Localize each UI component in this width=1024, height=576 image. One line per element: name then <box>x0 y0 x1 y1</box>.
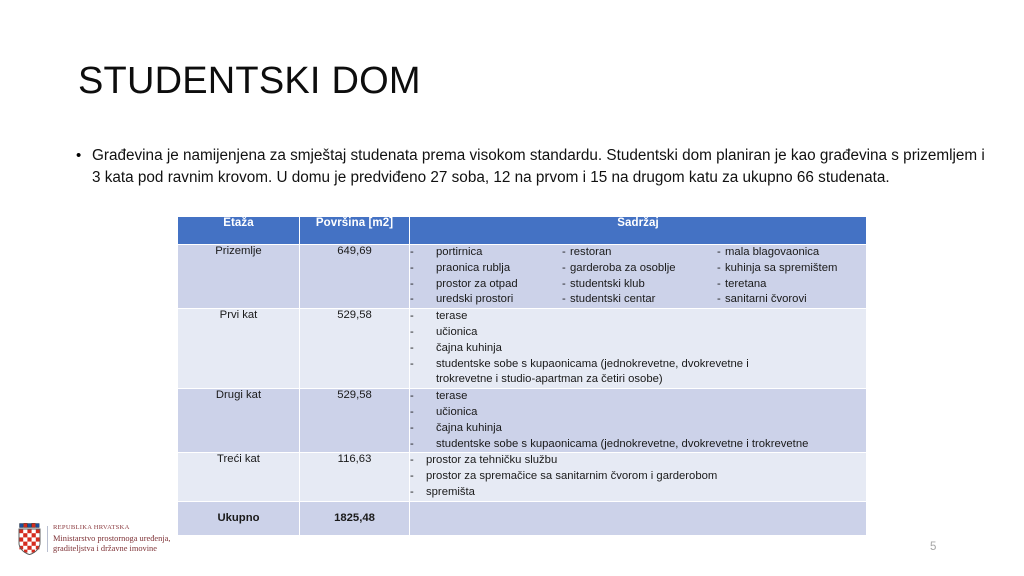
dash-marker: - <box>410 277 414 290</box>
content-item <box>717 245 857 261</box>
content-column-2 <box>562 245 717 308</box>
cell-sadrzaj <box>410 389 867 453</box>
content-item <box>562 245 717 261</box>
column-header-povrsina: Površina [m2] <box>300 217 410 245</box>
content-item <box>562 292 717 308</box>
dash-marker: - <box>410 470 414 483</box>
cell-etaza-total: Ukupno <box>178 501 300 535</box>
content-item-label: terase <box>436 310 468 323</box>
content-item-label: studentski klub <box>570 277 645 290</box>
content-item-label: praonica rublja <box>436 261 511 274</box>
content-item-label: učionica <box>436 325 478 338</box>
dash-marker: - <box>562 261 566 274</box>
content-item-label: garderoba za osoblje <box>570 261 676 274</box>
cell-sadrzaj-total <box>410 501 867 535</box>
table-row-total <box>178 501 867 535</box>
table-header <box>178 217 867 245</box>
content-item-label: restoran <box>570 246 612 258</box>
content-item <box>410 437 866 453</box>
content-item-label: prostor za spremačice sa sanitarnim čvorom i garderobom <box>426 470 718 483</box>
content-item <box>410 421 866 437</box>
ministry-name <box>53 523 170 555</box>
cell-etaza: Prvi kat <box>178 309 300 389</box>
dash-marker: - <box>562 277 566 290</box>
floor-program-table-container <box>177 216 863 536</box>
ministry-line-2: Ministarstvo prostornoga uređenja, <box>53 533 171 543</box>
dash-marker: - <box>717 246 721 258</box>
content-column-3 <box>717 245 857 308</box>
logo-divider <box>47 526 48 552</box>
content-item <box>410 389 866 405</box>
content-item <box>410 277 562 293</box>
table-row <box>178 309 867 389</box>
dash-marker: - <box>410 325 414 338</box>
dash-marker: - <box>410 261 414 274</box>
content-item-label: prostor za tehničku službu <box>426 454 558 467</box>
page-number: 5 <box>930 541 937 553</box>
cell-etaza: Treći kat <box>178 453 300 501</box>
bullet-paragraph: Građevina je namijenjena za smještaj studenata prema visokom standardu. Studentski dom planiran je kao građevina s prizemljem i 3 kata pod ravnim krovom. U domu je predviđeno 27 soba, 12 na prvom i 15 na drugom katu za ukupno 66 studenata. <box>92 147 985 186</box>
content-item-continuation: trokrevetne i studio-apartman za četiri osobe) <box>436 373 663 386</box>
content-item <box>410 357 866 373</box>
dash-marker: - <box>410 390 414 403</box>
ministry-line-1: REPUBLIKA HRVATSKA <box>53 524 130 532</box>
content-column-1 <box>410 245 562 308</box>
dash-marker: - <box>410 293 414 306</box>
bullet-item <box>74 145 990 188</box>
content-item <box>562 277 717 293</box>
page-title: STUDENTSKI DOM <box>78 60 421 102</box>
dash-marker: - <box>410 310 414 323</box>
content-item <box>717 292 857 308</box>
content-item <box>410 469 866 485</box>
content-item <box>717 277 857 293</box>
cell-sadrzaj <box>410 453 867 501</box>
content-item-label: terase <box>436 390 468 403</box>
dash-marker: - <box>410 454 414 467</box>
cell-povrsina: 649,69 <box>300 245 410 309</box>
cell-povrsina: 116,63 <box>300 453 410 501</box>
dash-marker: - <box>410 357 414 370</box>
dash-marker: - <box>717 261 721 274</box>
content-item-label: portirnica <box>436 246 483 258</box>
column-header-etaza: Etaža <box>178 217 300 245</box>
content-item <box>562 261 717 277</box>
floor-program-table <box>177 216 867 536</box>
content-item-label: učionica <box>436 405 478 418</box>
table-row <box>178 389 867 453</box>
croatian-coat-of-arms-icon <box>18 523 41 555</box>
cell-sadrzaj <box>410 245 867 309</box>
table-body <box>178 245 867 536</box>
dash-marker: - <box>410 421 414 434</box>
content-item-label: čajna kuhinja <box>436 341 502 354</box>
cell-etaza: Prizemlje <box>178 245 300 309</box>
content-item <box>410 261 562 277</box>
content-item <box>410 292 562 308</box>
ministry-line-3: graditeljstva i državne imovine <box>53 544 157 554</box>
content-item-label: teretana <box>725 277 767 290</box>
column-header-sadrzaj: Sadržaj <box>410 217 867 245</box>
dash-marker: - <box>717 277 721 290</box>
cell-povrsina: 529,58 <box>300 309 410 389</box>
content-item-label: mala blagovaonica <box>725 246 820 258</box>
content-item-label: kuhinja sa spremištem <box>725 261 838 274</box>
cell-etaza: Drugi kat <box>178 389 300 453</box>
dash-marker: - <box>562 293 566 306</box>
dash-marker: - <box>410 405 414 418</box>
ministry-logo <box>18 523 170 555</box>
dash-marker: - <box>410 341 414 354</box>
content-item-label: prostor za otpad <box>436 277 518 290</box>
dash-marker: - <box>562 246 566 258</box>
content-item <box>717 261 857 277</box>
content-three-columns <box>410 245 866 308</box>
table-header-row <box>178 217 867 245</box>
dash-marker: - <box>410 437 414 450</box>
content-item-label: studentske sobe s kupaonicama (jednokrevetne, dvokrevetne i trokrevetne <box>436 437 809 450</box>
content-item <box>410 309 866 325</box>
table-row <box>178 245 867 309</box>
content-item <box>410 405 866 421</box>
dash-marker: - <box>410 485 414 498</box>
content-item <box>410 485 866 501</box>
dash-marker: - <box>410 246 414 258</box>
dash-marker: - <box>717 293 721 306</box>
cell-povrsina-total: 1825,48 <box>300 501 410 535</box>
content-item-label: sanitarni čvorovi <box>725 293 807 306</box>
content-item-label: studentski centar <box>570 293 656 306</box>
content-item <box>410 245 562 261</box>
content-item-label: spremišta <box>426 485 475 498</box>
content-item <box>410 341 866 357</box>
body-text-block <box>74 145 990 188</box>
content-item <box>410 325 866 341</box>
content-item <box>410 453 866 469</box>
content-item-label: studentske sobe s kupaonicama (jednokrevetne, dvokrevetne i <box>436 357 749 370</box>
content-item-label: čajna kuhinja <box>436 421 502 434</box>
content-item-label: uredski prostori <box>436 293 514 306</box>
cell-sadrzaj <box>410 309 867 389</box>
bullet-marker-icon: • <box>76 147 82 164</box>
cell-povrsina: 529,58 <box>300 389 410 453</box>
table-row <box>178 453 867 501</box>
